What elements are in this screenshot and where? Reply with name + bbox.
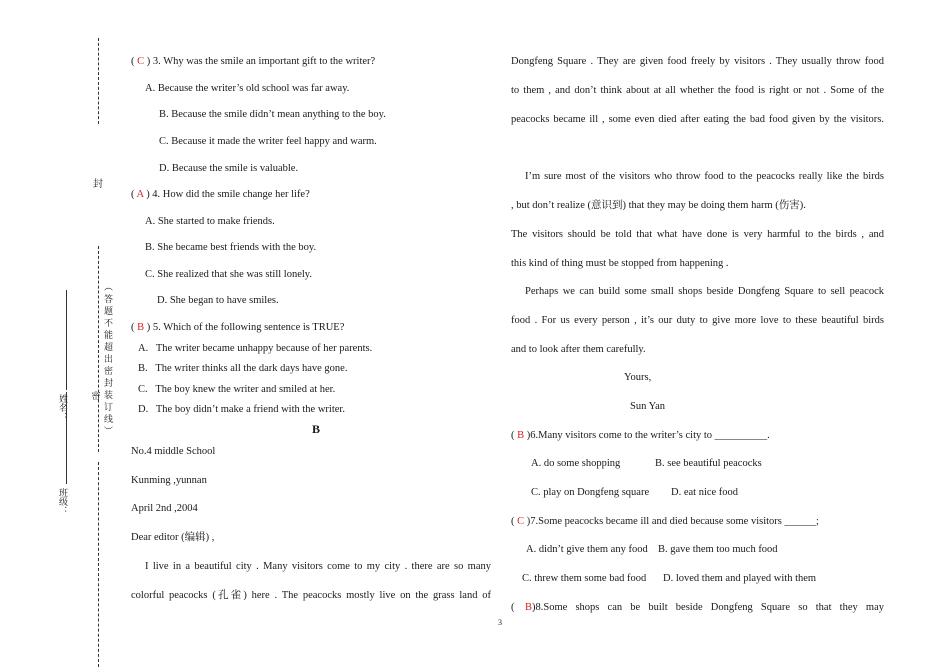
q5-text: ) 5. Which of the following sentence is TRUE? (144, 322, 345, 333)
q8-paren (511, 601, 532, 614)
binding-dash-1 (98, 38, 99, 124)
binding-instruction: （答题不能超出密封装订线） (103, 282, 113, 438)
q6-option-c: C. play on Dongfeng square (531, 487, 650, 498)
q5-option-c: C. The boy knew the writer and smiled at her. (138, 384, 336, 395)
letter-para-1-line-1: I live in a beautiful city . Many visitors come to my city . there are so many (145, 561, 491, 572)
letter-signature: Sun Yan (630, 401, 666, 412)
name-underline (66, 290, 67, 390)
right-line-8: Perhaps we can build some small shops beside Dongfeng Square to sell peacock (525, 286, 884, 297)
section-heading: B (312, 422, 321, 436)
q4-paren: ( (131, 189, 137, 200)
q6-option-b: B. see beautiful peacocks (655, 458, 762, 469)
seal-char: 封 (93, 179, 103, 190)
q4-option-c: C. She realized that she was still lonely. (145, 269, 312, 280)
address-line-1: No.4 middle School (131, 446, 216, 457)
q4-option-a: A. She started to make friends. (145, 216, 275, 227)
class-underline (66, 392, 67, 484)
binding-dash-3 (98, 462, 99, 667)
question-8 (511, 601, 884, 614)
question-7 (511, 515, 819, 528)
q6-option-d: D. eat nice food (671, 487, 739, 498)
q7-option-d: D. loved them and played with them (663, 573, 817, 584)
q7-answer: C (517, 516, 525, 527)
right-line-5: , but don’t realize (意识到) that they may be doing them harm (伤害). (511, 200, 806, 211)
question-3 (131, 55, 375, 68)
right-line-1: Dongfeng Square . They are given food freely by visitors . They usually throw food (511, 56, 884, 67)
q7-option-c: C. threw them some bad food (522, 573, 647, 584)
q3-answer: C (137, 56, 145, 67)
q4-answer: A (136, 189, 144, 200)
right-line-3: peacocks became ill , some even died after eating the bad food given by the visitors. (511, 114, 884, 125)
letter-date: April 2nd ,2004 (131, 503, 198, 514)
name-label: 姓名： (58, 394, 68, 421)
q5-paren: ( (131, 322, 138, 333)
q6-text: )6.Many visitors come to the writer’s city to __________. (524, 430, 770, 441)
q4-option-d: D. She began to have smiles. (157, 295, 279, 306)
binding-dash-2 (98, 246, 99, 452)
q5-option-d: D. The boy didn’t make a friend with the writer. (138, 404, 345, 415)
q3-option-a: A. Because the writer’s old school was far away. (145, 83, 350, 94)
q8-open: ( (511, 602, 525, 613)
right-line-7: this kind of thing must be stopped from happening . (511, 258, 729, 269)
q6-answer: B (517, 430, 525, 441)
q7-paren: ( (511, 516, 518, 527)
address-line-2: Kunming ,yunnan (131, 475, 207, 486)
page-number: 3 (498, 618, 502, 627)
q3-option-b: B. Because the smile didn’t mean anything to the boy. (159, 109, 386, 120)
q3-text: ) 3. Why was the smile an important gift to the writer? (144, 56, 376, 67)
q5-option-b: B. The writer thinks all the dark days have gone. (138, 363, 348, 374)
q7-option-a: A. didn’t give them any food (526, 544, 648, 555)
right-line-10: and to look after them carefully. (511, 344, 646, 355)
q3-paren: ( (131, 56, 138, 67)
q3-option-d: D. Because the smile is valuable. (159, 163, 299, 174)
q7-text: )7.Some peacocks became ill and died because some visitors ______; (524, 516, 819, 527)
right-line-9: food . For us every person , it’s our duty to give more love to these beautiful birds (511, 315, 884, 326)
class-label: 班级： (58, 488, 68, 515)
letter-para-1-line-2: colorful peacocks (孔雀) here . The peacocks mostly live on the grass land of (131, 590, 491, 601)
binding-extra-char: 密 (91, 391, 101, 401)
q6-paren: ( (511, 430, 518, 441)
q4-text: ) 4. How did the smile change her life? (143, 189, 310, 200)
letter-salutation: Dear editor (编辑) , (131, 532, 215, 543)
right-line-4: I’m sure most of the visitors who throw food to the peacocks really like the birds (525, 171, 884, 182)
q6-option-a: A. do some shopping (531, 458, 621, 469)
q3-option-c: C. Because it made the writer feel happy and warm. (159, 136, 377, 147)
q8-answer: B (525, 602, 533, 613)
q8-text: )8.Some shops can be built beside Dongfeng Square so that they may (532, 602, 884, 613)
q5-answer: B (137, 322, 145, 333)
right-line-2: to them , and don’t think about at all whether the food is right or not . Some of the (511, 85, 884, 96)
q5-option-a: A. The writer became unhappy because of her parents. (138, 343, 373, 354)
right-line-6: The visitors should be told that what have done is very harmful to the birds , and (511, 229, 884, 240)
question-4 (131, 188, 310, 201)
question-6 (511, 429, 770, 442)
letter-closing: Yours, (624, 372, 652, 383)
question-5 (131, 321, 344, 334)
q7-option-b: B. gave them too much food (658, 544, 778, 555)
q4-option-b: B. She became best friends with the boy. (145, 242, 317, 253)
